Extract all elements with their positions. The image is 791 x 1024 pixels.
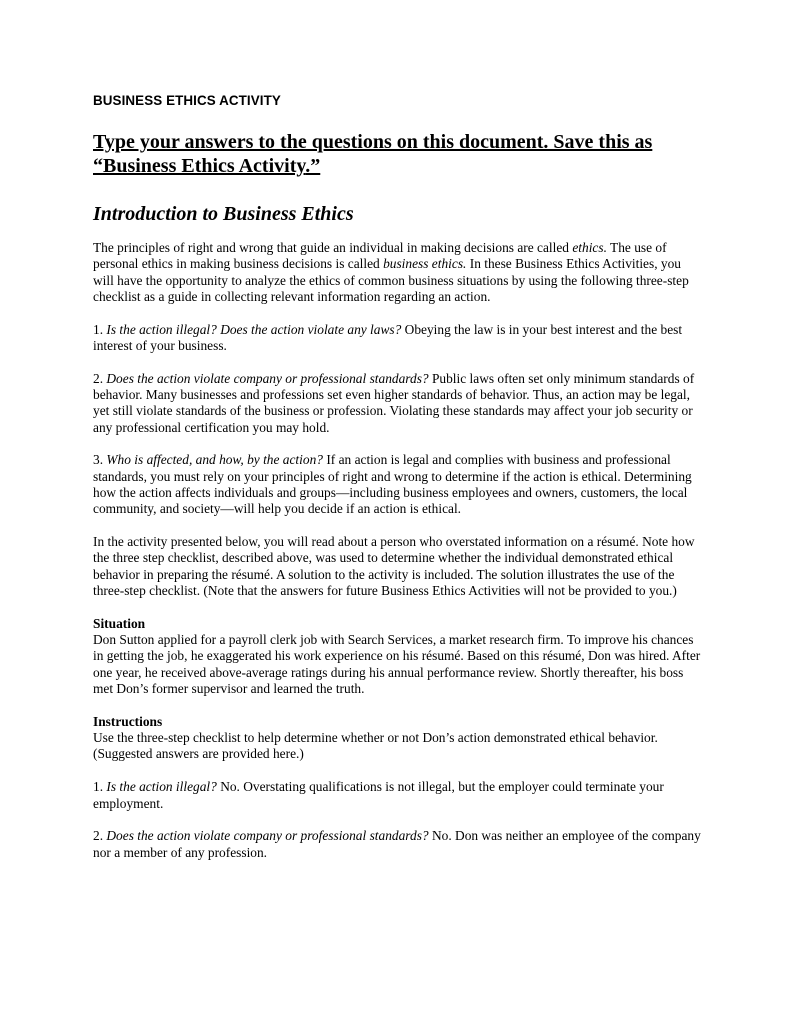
checklist-step-1 bbox=[93, 322, 701, 355]
instructions-text-end: .” bbox=[305, 155, 321, 177]
answer-question: Is the action illegal? bbox=[106, 779, 217, 795]
answer-2 bbox=[93, 828, 701, 861]
instructions-text: Use the three-step checklist to help determine whether or not Don’s action demonstrated ethical behavior. (Suggested answers are provided here.) bbox=[93, 730, 658, 762]
step-text: Obeying the law is in your best interest and the best interest of your business. bbox=[93, 321, 683, 353]
answer-question: Does the action violate company or professional standards? bbox=[106, 828, 429, 844]
answer-text: No. Don was neither an employee of the company nor a member of any profession. bbox=[93, 828, 701, 860]
step-question: Who is affected, and how, by the action? bbox=[106, 452, 323, 468]
document-page bbox=[93, 92, 701, 877]
document-label: BUSINESS ETHICS ACTIVITY bbox=[93, 93, 281, 108]
intro-text-1: The principles of right and wrong that guide an individual in making decisions are called bbox=[93, 240, 573, 255]
step-text: Public laws often set only minimum standards of behavior. Many businesses and professions set even higher standards of behavior. Thus, an action may be legal, yet still violate standards of the business or profession. Violating these standards may affect your job security or any professional certification you may hold. bbox=[93, 370, 695, 435]
instructions-section bbox=[93, 714, 701, 763]
step-number: 1. bbox=[93, 321, 107, 337]
step-number: 3. bbox=[93, 452, 107, 468]
situation-section bbox=[93, 616, 701, 697]
save-instructions bbox=[93, 130, 701, 178]
answer-1 bbox=[93, 779, 701, 812]
step-question: Does the action violate company or professional standards? bbox=[106, 370, 429, 386]
step-question: Is the action illegal? Does the action violate any laws? bbox=[106, 321, 402, 337]
answer-number: 1. bbox=[93, 779, 107, 795]
answer-number: 2. bbox=[93, 828, 107, 844]
instructions-label: Instructions bbox=[93, 713, 163, 729]
term-ethics: ethics. bbox=[572, 240, 607, 255]
document-title-reference: Business Ethics Activity bbox=[103, 155, 306, 177]
intro-paragraph bbox=[93, 240, 701, 305]
intro-text-2: The use of personal ethics in making business decisions is called bbox=[93, 240, 667, 272]
step-number: 2. bbox=[93, 370, 107, 386]
situation-text: Don Sutton applied for a payroll clerk job with Search Services, a market research firm. To improve his chances in getting the job, he exaggerated his work experience on his résumé. Based on this résumé, Don was hired. After one year, he received above-average ratings during his annual performance review. Shortly thereafter, his boss met Don’s former supervisor and learned the truth. bbox=[93, 632, 701, 697]
checklist-step-2 bbox=[93, 371, 701, 436]
section-heading: Introduction to Business Ethics bbox=[93, 203, 354, 225]
checklist-step-3 bbox=[93, 452, 701, 517]
instructions-text-start: Type your answers to the questions on this document. Save this as “ bbox=[93, 131, 653, 177]
step-text: If an action is legal and complies with business and professional standards, you must rely on your principles of right and wrong to determine if the action is ethical. Determining how the action affects individuals and groups—including business employees and owners, customers, the local community, and society—will help you decide if an action is ethical. bbox=[93, 452, 692, 517]
answer-text: No. Overstating qualifications is not illegal, but the employer could terminate your employment. bbox=[93, 779, 664, 811]
term-business-ethics: business ethics. bbox=[383, 256, 467, 272]
activity-paragraph: In the activity presented below, you will read about a person who overstated information on a résumé. Note how the three step checklist, described above, was used to determine whether the individual demonstrated ethical behavior in preparing the résumé. A solution to the activity is included. The solution illustrates the use of the three-step checklist. (Note that the answers for future Business Ethics Activities will not be provided to you.) bbox=[93, 534, 695, 599]
situation-label: Situation bbox=[93, 615, 146, 631]
intro-text-3: In these Business Ethics Activities, you will have the opportunity to analyze the ethics of common business situations by using the following three-step checklist as a guide in collecting relevant information regarding an action. bbox=[93, 256, 689, 304]
